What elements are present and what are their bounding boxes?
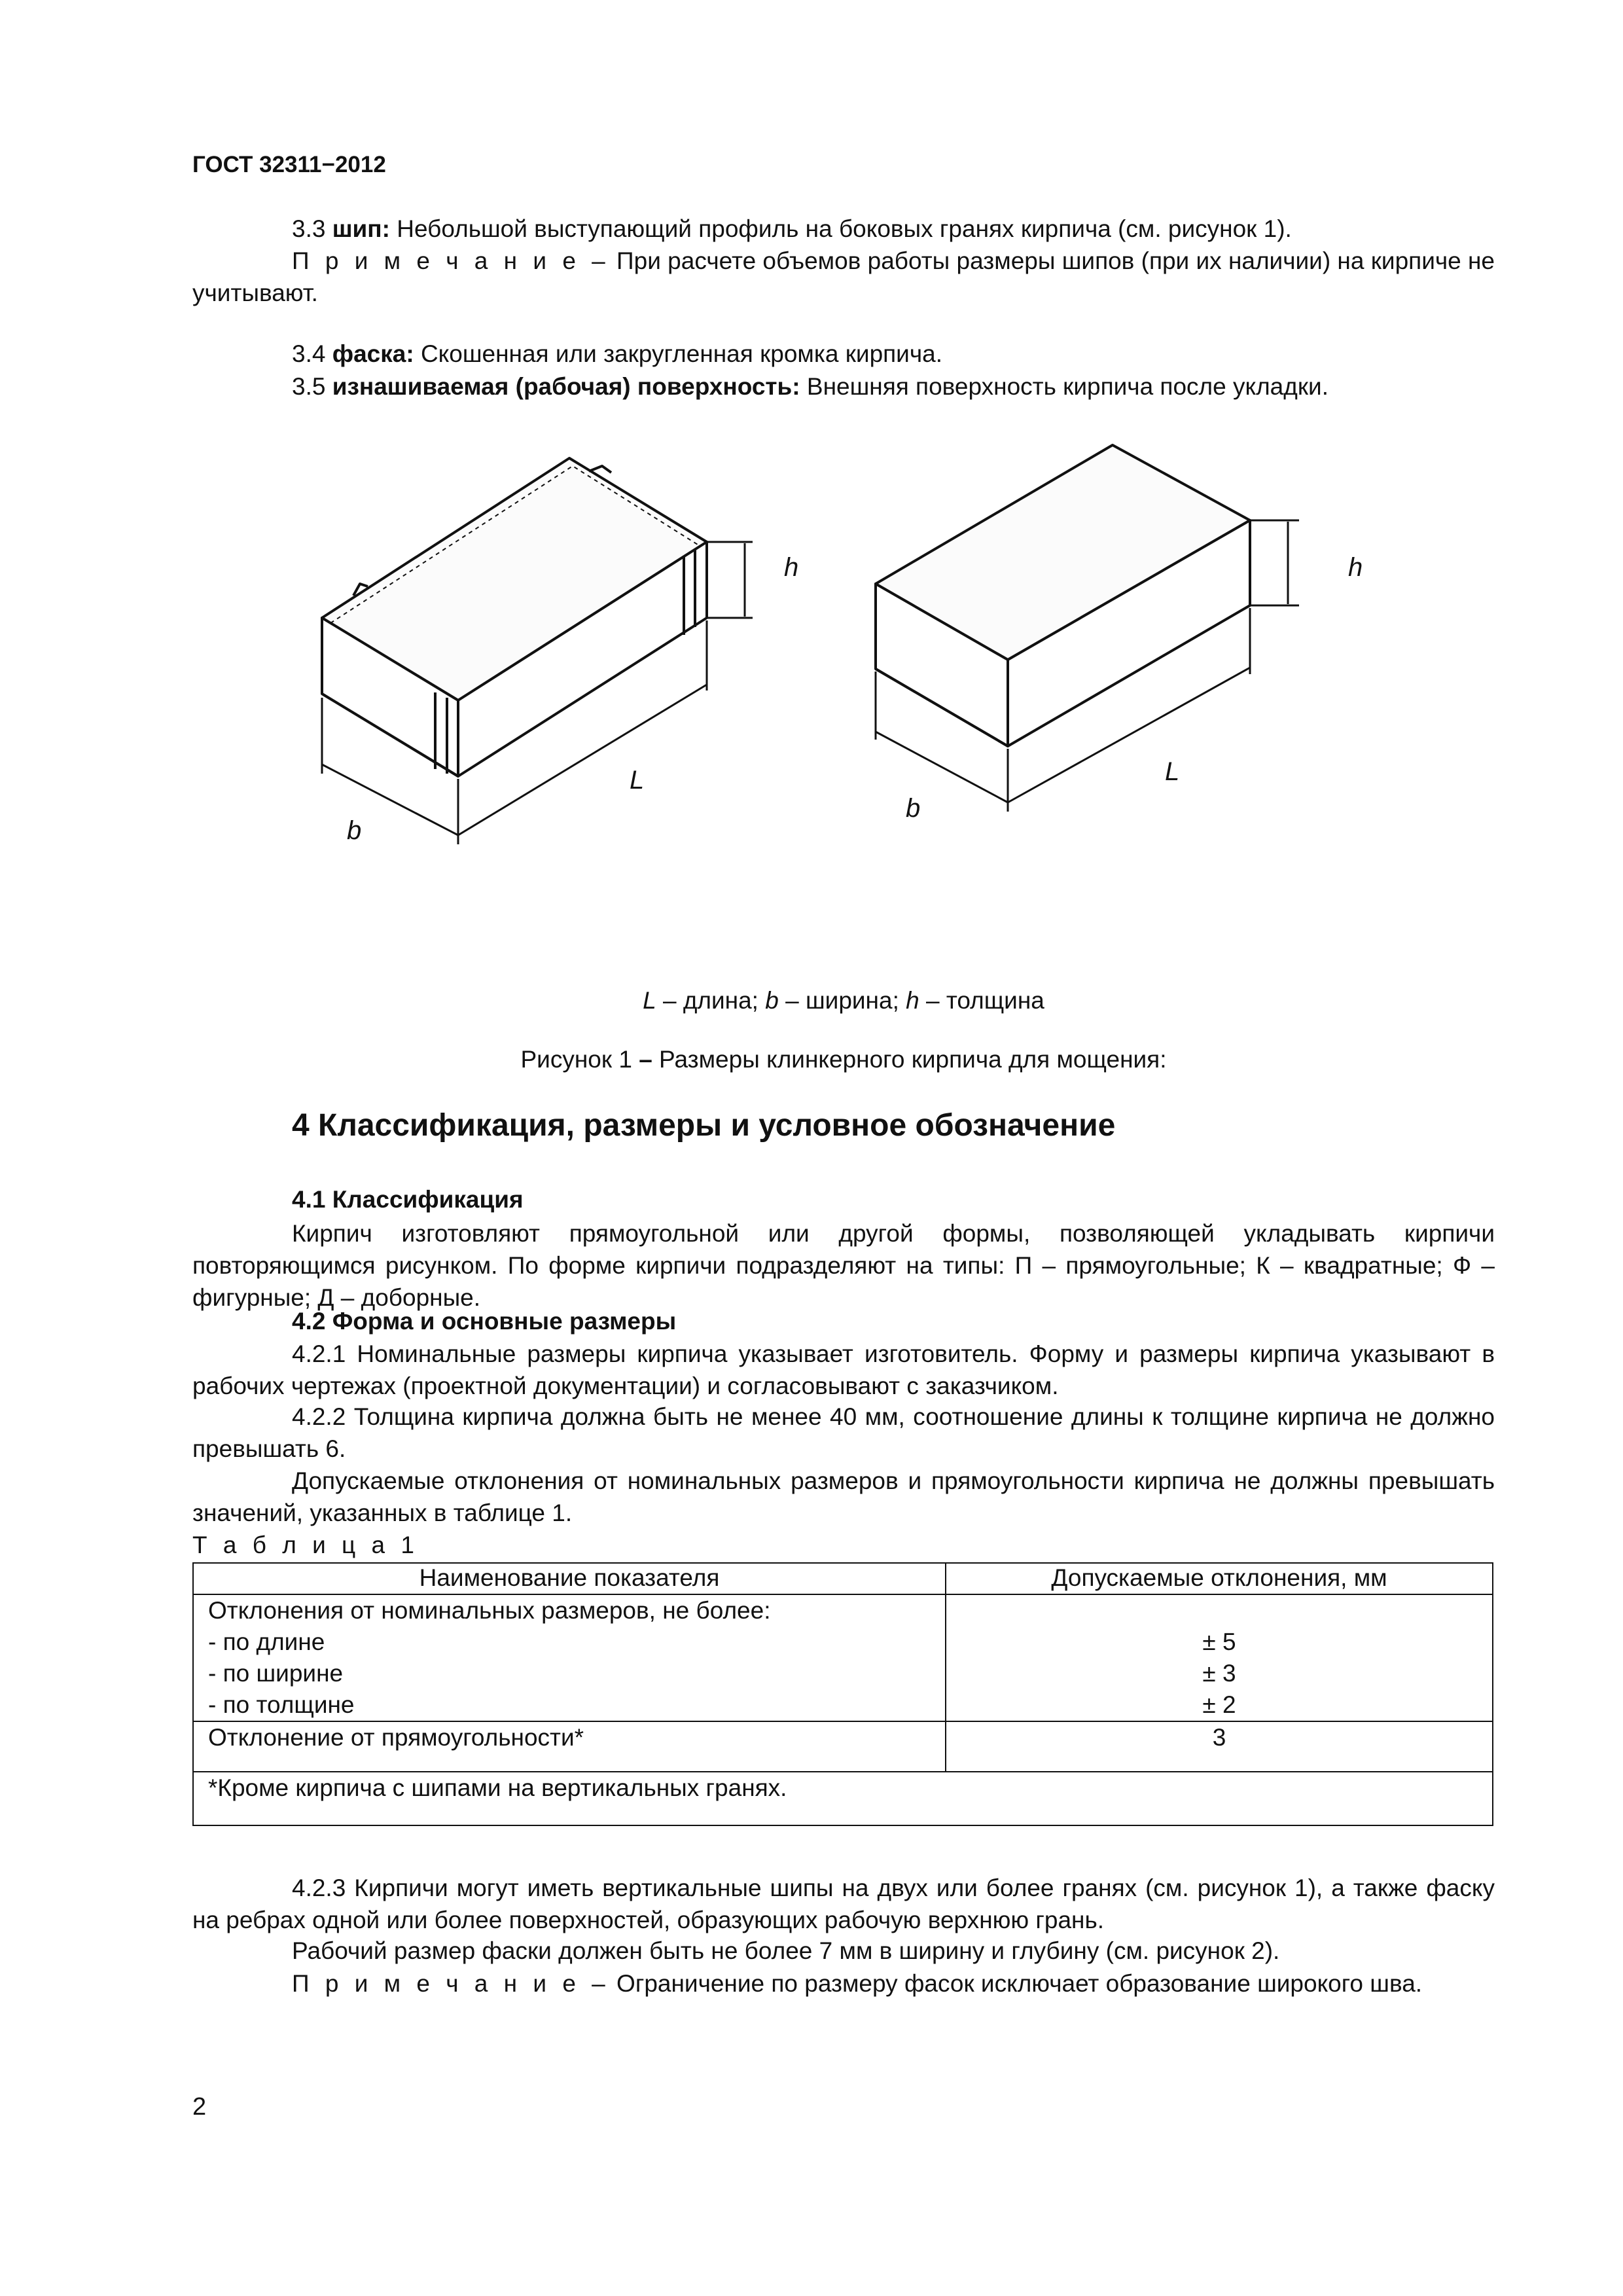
table-row — [193, 1721, 1493, 1772]
label-b-right: b — [906, 794, 921, 823]
paragraph-4-2-3: 4.2.3 Кирпичи могут иметь вертикальные шипы на двух или более гранях (см. рисунок 1), а также фаску на ребрах одной или более поверхностей, образующих рабочую верхнюю грань. — [192, 1874, 1495, 1933]
paragraph-4-2-1: 4.2.1 Номинальные размеры кирпича указывает изготовитель. Форму и размеры кирпича указывают в рабочих чертежах (проектной документации) и согласовывают с заказчиком. — [192, 1340, 1495, 1399]
table-header-cell: Допускаемые отклонения, мм — [946, 1563, 1493, 1594]
figure-caption: Рисунок 1 – Размеры клинкерного кирпича для мощения: — [520, 1046, 1167, 1073]
paragraph-tolerances: Допускаемые отклонения от номинальных размеров и прямоугольности кирпича не должны превышать значений, указанных в таблице 1. — [192, 1467, 1495, 1526]
page-number: 2 — [192, 2093, 207, 2121]
label-b-left: b — [347, 816, 362, 845]
table-cell: Отклонения от номинальных размеров, не более: - по длине - по ширине - по толщине — [193, 1594, 946, 1721]
label-h-left: h — [784, 553, 799, 582]
table-row — [193, 1594, 1493, 1721]
term-3-3: 3.3 шип: Небольшой выступающий профиль на боковых гранях кирпича (см. рисунок 1). — [292, 215, 1292, 242]
section-heading-4: 4 Классификация, размеры и условное обозначение — [292, 1108, 1116, 1143]
label-h-right: h — [1348, 553, 1363, 582]
table-cell: ± 5 ± 3 ± 2 — [946, 1594, 1493, 1721]
figure-legend: L – длина; b – ширина; h – толщина — [643, 987, 1044, 1014]
note-chamfer: П р и м е ч а н и е – Ограничение по размеру фасок исключает образование широкого шва. — [292, 1970, 1423, 1997]
label-L-left: L — [630, 766, 645, 795]
table-footnote: *Кроме кирпича с шипами на вертикальных гранях. — [193, 1772, 1493, 1825]
table-label: Т а б л и ц а 1 — [192, 1532, 419, 1558]
paragraph-4-1: Кирпич изготовляют прямоугольной или другой формы, позволяющей укладывать кирпичи повторяющимся рисунком. По форме кирпичи подразделяют на типы: П – прямоугольные; К – квадратные; Ф – фигурные; Д – доборные. — [192, 1220, 1495, 1311]
figure-1-brick-drawings — [275, 425, 1440, 923]
brick-diagram — [275, 425, 1440, 923]
paragraph-chamfer: Рабочий размер фаски должен быть не более 7 мм в ширину и глубину (см. рисунок 2). — [292, 1937, 1280, 1964]
page-header: ГОСТ 32311−2012 — [192, 152, 386, 177]
tolerance-table — [192, 1562, 1493, 1826]
table-header-cell: Наименование показателя — [193, 1563, 946, 1594]
term-3-4: 3.4 фаска: Скошенная или закругленная кромка кирпича. — [292, 340, 942, 367]
table-cell: 3 — [946, 1721, 1493, 1772]
subheading-4-1: 4.1 Классификация — [292, 1186, 524, 1213]
brick-with-spacers — [322, 458, 707, 776]
subheading-4-2: 4.2 Форма и основные размеры — [292, 1308, 677, 1335]
note-3-3: П р и м е ч а н и е – При расчете объемов работы размеры шипов (при их наличии) на кирпиче не учитывают. — [192, 247, 1495, 306]
plain-brick — [876, 445, 1250, 746]
table-cell: Отклонение от прямоугольности* — [193, 1721, 946, 1772]
label-L-right: L — [1165, 757, 1180, 786]
table-header-row — [193, 1563, 1493, 1594]
term-3-5: 3.5 изнашиваемая (рабочая) поверхность: Внешняя поверхность кирпича после укладки. — [292, 373, 1329, 400]
paragraph-4-2-2: 4.2.2 Толщина кирпича должна быть не менее 40 мм, соотношение длины к толщине кирпича не должно превышать 6. — [192, 1403, 1495, 1462]
table-footnote-row — [193, 1772, 1493, 1825]
